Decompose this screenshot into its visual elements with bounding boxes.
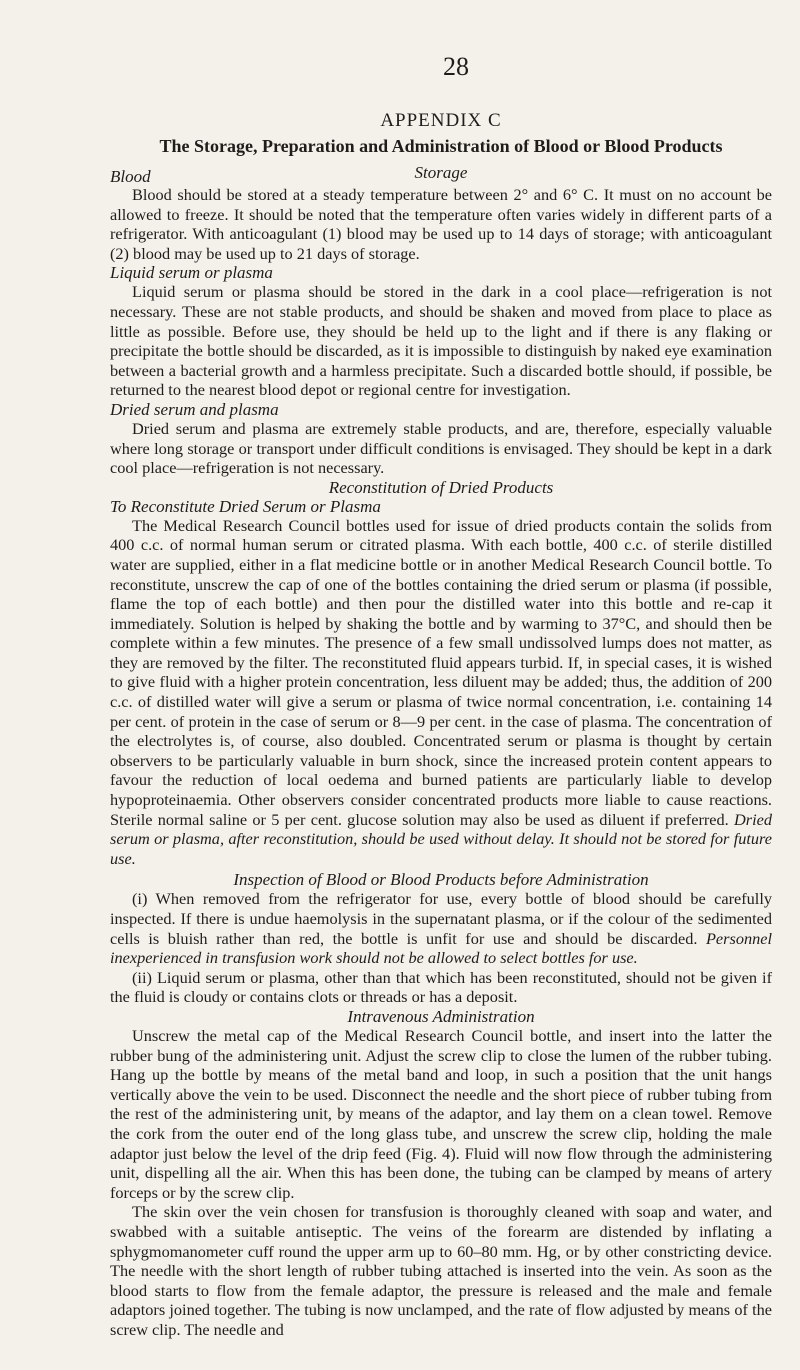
appendix-label: APPENDIX C — [380, 110, 502, 131]
inspection-heading: Inspection of Blood or Blood Products before Administration — [233, 870, 649, 890]
inspection-paragraph-1 — [110, 889, 772, 967]
blood-paragraph: Blood should be stored at a steady temperature between 2° and 6° C. It must on no account be allowed to freeze. It should be noted that the temperature often varies widely in different parts of a refrigerator. With anticoagulant (1) blood may be used up to 14 days of storage; with anticoagulant (2) blood may be used up to 21 days of storage. — [110, 185, 772, 263]
intravenous-paragraph-1: Unscrew the metal cap of the Medical Research Council bottle, and insert into the latter the rubber bung of the administering unit. Adjust the screw clip to close the lumen of the rubber tubing. Hang up the bottle by means of the metal band and loop, in such a position that the unit hangs vertically above the vein to be used. Disconnect the needle and the short piece of rubber tubing from the rest of the administering unit, by means of the adaptor, and lay them on a clean towel. Remove the cork from the outer end of the long glass tube, and unscrew the screw clip, holding the male adaptor just below the level of the drip feed (Fig. 4). Fluid will now flow through the administering unit, dispelling all the air. When this has been done, the tubing can be clamped by means of artery forceps or by the screw clip. — [110, 1025, 772, 1202]
intravenous-paragraph-2: The skin over the vein chosen for transfusion is thoroughly cleaned with soap and water, and swabbed with a suitable antiseptic. The veins of the forearm are distended by inflating a sphygmomanometer cuff round the upper arm up to 60–80 mm. Hg, or by other constricting device. The needle with the short length of rubber tubing attached is inserted into the vein. As soon as the blood starts to flow from the female adaptor, the pressure is released and the male and female adaptors joined together. The tubing is now unclamped, and the rate of flow adjusted by means of the screw clip. The needle and — [110, 1202, 772, 1339]
inspection-text: (i) When removed from the refrigerator for use, every bottle of blood should be carefully inspected. If there is undue haemolysis in the supernatant plasma, or if the colour of the sedimented cells is bluish rather than red, the bottle is unfit for use and should be discarded. — [110, 889, 772, 948]
blood-heading: Blood — [110, 167, 151, 186]
inspection-warning: Personnel inexperienced in transfusion work should not be allowed to select bottles for use. — [110, 928, 772, 968]
reconstitute-warning: Dried serum or plasma, after reconstitution, should be used without delay. It should not be stored for future use. — [110, 809, 772, 868]
storage-heading: Storage — [414, 163, 468, 182]
liquid-serum-paragraph: Liquid serum or plasma should be stored in the dark in a cool place—refrigeration is not necessary. These are not stable products, and should be shaken and moved from place to place as little as possible. Before use, they should be held up to the light and if there is any flaking or precipitate the bottle should be discarded, as it is impossible to distinguish by naked eye examination between a bacterial growth and a harmless precipitate. Such a discarded bottle should, if possible, be returned to the nearest blood depot or regional centre for investigation. — [110, 282, 772, 400]
liquid-serum-heading: Liquid serum or plasma — [110, 263, 273, 283]
reconstitute-paragraph — [110, 516, 772, 869]
inspection-paragraph-2: (ii) Liquid serum or plasma, other than that which has been reconstituted, should not be given if the fluid is cloudy or contains clots or threads or has a deposit. — [110, 967, 772, 1007]
reconstitute-subheading: To Reconstitute Dried Serum or Plasma — [110, 496, 381, 516]
page-title: The Storage, Preparation and Administration of Blood or Blood Products — [159, 136, 723, 156]
intravenous-heading: Intravenous Administration — [347, 1006, 535, 1026]
reconstitute-text: The Medical Research Council bottles used for issue of dried products contain the solids from 400 c.c. of normal human serum or citrated plasma. With each bottle, 400 c.c. of sterile distilled water are supplied, either in a flat medicine bottle or in another Medical Research Council bottle. To reconstitute, unscrew the cap of one of the bottles containing the dried serum or plasma (if possible, flame the top of each bottle) and then pour the distilled water into this bottle and re-cap it immediately. Solution is helped by shaking the bottle and by warming to 37°C, and should then be complete within a few minutes. The presence of a few small undissolved lumps does not matter, as they are removed by the filter. The reconstituted fluid appears turbid. If, in special cases, it is wished to give fluid with a higher protein concentration, less diluent may be added; thus, the addition of 200 c.c. of distilled water will give a serum or plasma of twice normal concentration, i.e. containing 14 per cent. of protein in the case of serum or 8—9 per cent. in the case of plasma. The concentration of the electrolytes is, of course, also doubled. Concentrated serum or plasma is thought by certain observers to be particularly valuable in burn shock, since the increased protein content appears to favour the reduction of local oedema and burned patients are particularly liable to develop hypoproteinaemia. Other observers consider concentrated products more liable to cause reactions. Sterile normal saline or 5 per cent. glucose solution may also be used as diluent if preferred. — [110, 515, 772, 829]
dried-serum-paragraph: Dried serum and plasma are extremely stable products, and are, therefore, especially valuable where long storage or transport under difficult conditions is envisaged. They should be kept in a dark cool place—refrigeration is not necessary. — [110, 418, 772, 478]
reconstitution-heading: Reconstitution of Dried Products — [328, 477, 554, 497]
page-number: 28 — [443, 52, 469, 81]
dried-serum-heading: Dried serum and plasma — [110, 399, 279, 419]
storage-heading-row — [110, 163, 772, 185]
